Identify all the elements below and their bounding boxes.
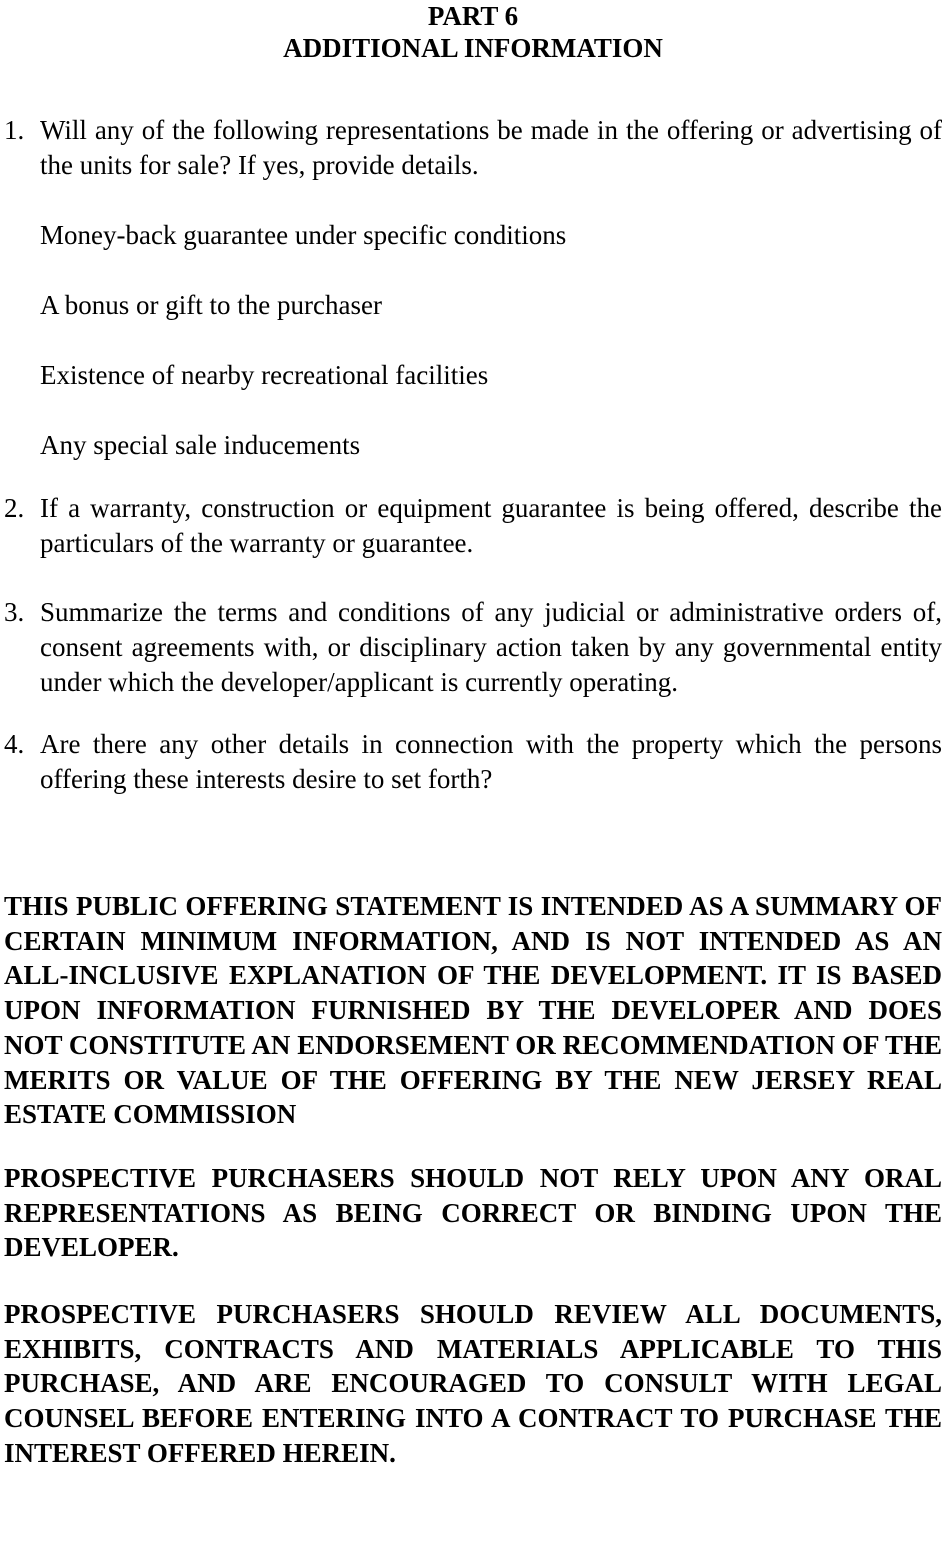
section-title: ADDITIONAL INFORMATION [283, 33, 663, 63]
question-1 [4, 113, 942, 183]
representation-item: Money-back guarantee under specific conditions [40, 220, 567, 250]
representation-item: Existence of nearby recreational facilities [40, 360, 489, 390]
question-number: 1. [4, 115, 25, 145]
legal-counsel-notice: PROSPECTIVE PURCHASERS SHOULD REVIEW ALL DOCUMENTS, EXHIBITS, CONTRACTS AND MATERIALS APPLICABLE TO THIS PURCHASE, AND ARE ENCOURAGED TO CONSULT WITH LEGAL COUNSEL BEFORE ENTERING INTO A CONTRACT TO PURCHASE THE INTEREST OFFERED HEREIN. [4, 1299, 942, 1468]
question-2 [4, 491, 942, 561]
question-number: 2. [4, 493, 25, 523]
document-page [4, 0, 942, 1471]
question-text: If a warranty, construction or equipment guarantee is being offered, describe the particulars of the warranty or guarantee. [40, 493, 942, 558]
question-text: Summarize the terms and conditions of any judicial or administrative orders of, consent agreements with, or disciplinary action taken by any governmental entity under which the developer/applicant is currently operating. [40, 597, 942, 697]
question-3 [4, 595, 942, 700]
oral-representations-notice: PROSPECTIVE PURCHASERS SHOULD NOT RELY UPON ANY ORAL REPRESENTATIONS AS BEING CORRECT OR BINDING UPON THE DEVELOPER. [4, 1162, 942, 1263]
representation-item: A bonus or gift to the purchaser [40, 290, 382, 320]
disclaimer-notice: THIS PUBLIC OFFERING STATEMENT IS INTENDED AS A SUMMARY OF CERTAIN MINIMUM INFORMATION, AND IS NOT INTENDED AS AN ALL-INCLUSIVE EXPLANATION OF THE DEVELOPMENT. IT IS BASED UPON INFORMATION FURNISHED BY THE DEVELOPER AND DOES NOT CONSTITUTE AN ENDORSEMENT OR RECOMMENDATION OF THE MERITS OR VALUE OF THE OFFERING BY THE NEW JERSEY REAL ESTATE COMMISSION [4, 891, 942, 1130]
representation-item: Any special sale inducements [40, 430, 361, 460]
part-number: PART 6 [427, 1, 519, 31]
question-number: 4. [4, 729, 25, 759]
question-text: Will any of the following representations be made in the offering or advertising of the units for sale? If yes, provide details. [40, 115, 942, 180]
question-text: Are there any other details in connection with the property which the persons offering these interests desire to set forth? [40, 729, 942, 794]
question-number: 3. [4, 597, 25, 627]
question-4 [4, 727, 942, 797]
